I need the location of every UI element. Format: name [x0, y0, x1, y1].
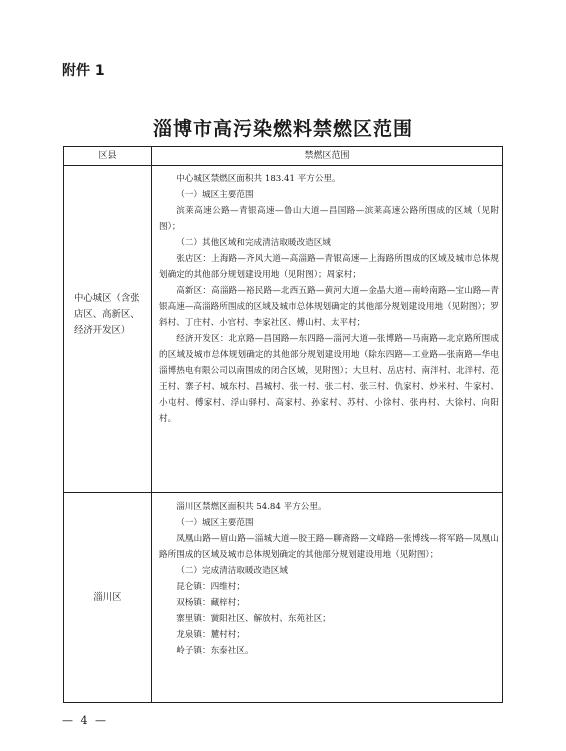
header-divider	[64, 165, 502, 166]
scope-paragraph: 凤凰山路—眉山路—淄城大道—胶王路—聊斋路—文峰路—张博线—将军路—凤凰山路所围成的区域及城市总体规划确定的其他部分规划建设用地（见附图）；	[159, 534, 499, 560]
row-divider	[64, 492, 502, 493]
scope-paragraph: 龙泉镇：麓村村；	[176, 630, 245, 640]
page-title: 淄博市高污染燃料禁燃区范围	[152, 118, 413, 140]
scope-paragraph: 高新区：高淄路—裕民路—北西五路—黄河大道—金晶大道—南岭南路—宝山路—青银高速—高淄路所围成的区域及城市总体规划确定的其他部分规划建设用地（见附图）；罗斜村、丁庄村、小官村、李家社区、傅山村、太平村；	[159, 286, 499, 328]
scope-paragraph: 张店区：上海路—齐风大道—高淄路—青银高速—上海路所围成的区域及城市总体规划确定的其他部分规划建设用地（见附图）；周家村；	[159, 254, 499, 280]
scope-paragraph: 昆仑镇：四维村；	[176, 582, 245, 592]
page-number: — 4 —	[62, 714, 108, 727]
scope-table	[63, 146, 503, 703]
column-divider	[151, 147, 152, 702]
scope-paragraph: 淄川区禁燃区面积共 54.84 平方公里。	[176, 502, 327, 512]
scope-paragraph: 经济开发区：北京路—昌国路—东四路—淄河大道—张博路—马南路—北京路所围成的区域及城市总体规划确定的其他部分规划建设用地（除东四路—工业路—张南路—华电淄博热电有限公司以南围成的闭合区域，见附图）；大旦村、岳店村、南泮村、北泮村、范王村、寨子村、城东村、昌城村、张一村、张二村、张三村、仇家村、炒米村、牛家村、小屯村、傅家村、浮山驿村、高家村、孙家村、苏村、小徐村、张冉村、大徐村、向阳村。	[159, 334, 499, 424]
scope-cell-zichuan	[159, 499, 499, 659]
district-cell-zichuan: 淄川区	[93, 592, 122, 603]
scope-paragraph: 岭子镇：东泰社区。	[176, 646, 254, 656]
scope-paragraph: （一）城区主要范围	[176, 518, 254, 528]
scope-paragraph: （二）其他区域和完成清洁取暖改造区域	[176, 238, 331, 248]
scope-cell-central	[159, 171, 499, 427]
scope-paragraph: 双杨镇：藏梓村；	[176, 598, 245, 608]
district-cell-central: 中心城区（含张店区、高新区、经济开发区）	[74, 293, 140, 336]
column-header-scope: 禁燃区范围	[304, 151, 350, 161]
annex-label: 附件 1	[62, 63, 105, 79]
scope-paragraph: 寨里镇：黉阳社区、解放村、东苑社区；	[176, 614, 331, 624]
scope-paragraph: （一）城区主要范围	[176, 190, 254, 200]
scope-paragraph: 中心城区禁燃区面积共 183.41 平方公里。	[176, 174, 341, 184]
scope-paragraph: 滨莱高速公路—青银高速—鲁山大道—昌国路—滨莱高速公路所围成的区域（见附图）；	[159, 206, 499, 232]
column-header-district: 区县	[98, 151, 117, 161]
scope-paragraph: （二）完成清洁取暖改造区域	[176, 566, 288, 576]
